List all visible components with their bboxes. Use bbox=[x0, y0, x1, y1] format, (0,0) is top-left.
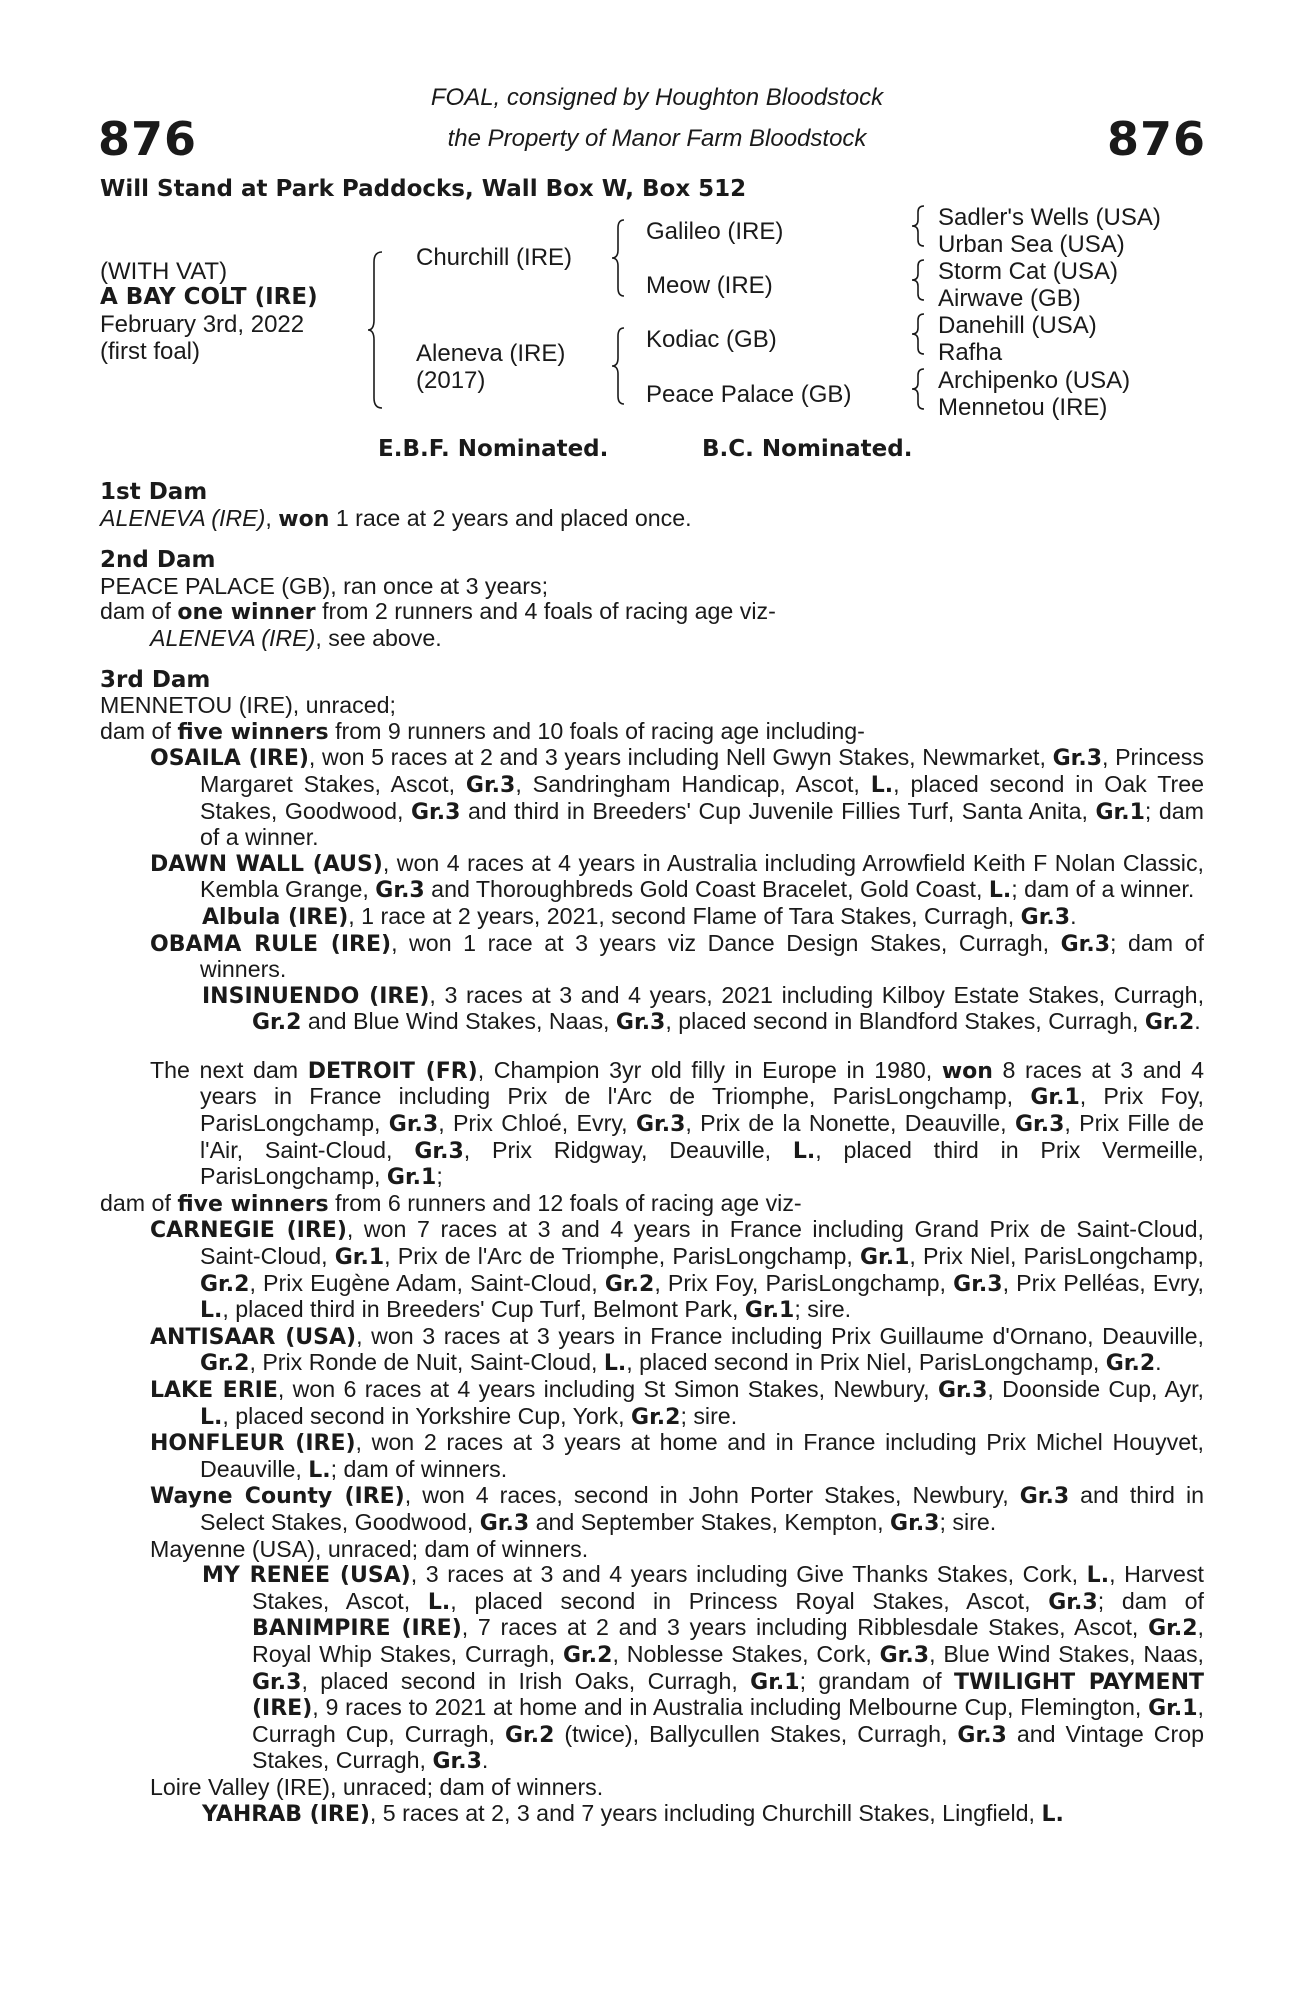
pedigree-bracket-g4 bbox=[912, 367, 930, 411]
bc-nomination: B.C. Nominated. bbox=[702, 436, 913, 462]
section-heading: 1st Dam bbox=[100, 479, 208, 505]
sire-dam: Meow (IRE) bbox=[646, 272, 773, 299]
pedigree-paragraph: dam of five winners from 6 runners and 12 foals of racing age viz- bbox=[100, 1189, 802, 1217]
section-heading: 2nd Dam bbox=[100, 547, 216, 574]
gg-3: Storm Cat (USA) bbox=[938, 258, 1119, 285]
pedigree-bracket-g3 bbox=[912, 312, 930, 356]
pedigree-bracket-sire bbox=[612, 218, 632, 298]
stand-location: Will Stand at Park Paddocks, Wall Box W, Box 512 bbox=[100, 176, 747, 202]
gg-5: Danehill (USA) bbox=[938, 312, 1097, 339]
pedigree-paragraph: ALENEVA (IRE), won 1 race at 2 years and placed once. bbox=[100, 504, 692, 532]
pedigree-paragraph: ALENEVA (IRE), see above. bbox=[150, 624, 442, 651]
pedigree-paragraph: PEACE PALACE (GB), ran once at 3 years; bbox=[100, 572, 549, 599]
foal-note: (first foal) bbox=[100, 338, 201, 365]
foaling-date: February 3rd, 2022 bbox=[100, 311, 305, 338]
pedigree-paragraph: Albula (IRE), 1 race at 2 years, 2021, second Flame of Tara Stakes, Curragh, Gr.3. bbox=[202, 902, 1077, 930]
pedigree-bracket-main bbox=[368, 250, 392, 410]
lot-number-right: 876 bbox=[1106, 112, 1206, 166]
pedigree-bracket-dam bbox=[612, 326, 632, 406]
lot-number-left: 876 bbox=[98, 112, 198, 166]
pedigree-paragraph: INSINUENDO (IRE), 3 races at 3 and 4 years, 2021 including Kilboy Estate Stakes, Curragh, Gr.2 and Blue Wind Stakes, Naas, Gr.3, placed second in Blandford Stakes, Curragh, Gr.2. bbox=[202, 981, 1205, 1036]
gg-4: Airwave (GB) bbox=[938, 285, 1081, 312]
pedigree-paragraph: YAHRAB (IRE), 5 races at 2, 3 and 7 years including Churchill Stakes, Lingfield, L. bbox=[202, 1799, 1064, 1827]
sire-sire: Galileo (IRE) bbox=[646, 218, 784, 245]
pedigree-paragraph: DAWN WALL (AUS), won 4 races at 4 years in Australia including Arrowfield Keith F Nolan Classic, Kembla Grange, Gr.3 and Thoroughbreds Gold Coast Bracelet, Gold Coast, L.; dam of a winner. bbox=[150, 849, 1204, 904]
pedigree-paragraph: OSAILA (IRE), won 5 races at 2 and 3 years including Nell Gwyn Stakes, Newmarket, Gr.3, Princess Margaret Stakes, Ascot, Gr.3, Sandringham Handicap, Ascot, L., placed second in Oak Tree Stakes, Goodwood, Gr.3 and third in Breeders' Cup Juvenile Fillies Turf, Santa Anita, Gr.1; dam of a winner. bbox=[150, 744, 1205, 851]
lot-horse-name: A BAY COLT (IRE) bbox=[100, 284, 318, 310]
ebf-nomination: E.B.F. Nominated. bbox=[378, 436, 609, 462]
pedigree-paragraph: Loire Valley (IRE), unraced; dam of winners. bbox=[150, 1773, 604, 1800]
gg-6: Rafha bbox=[938, 339, 1003, 366]
sire: Churchill (IRE) bbox=[416, 244, 573, 271]
dam-dam: Peace Palace (GB) bbox=[646, 381, 852, 408]
pedigree-paragraph: LAKE ERIE, won 6 races at 4 years including St Simon Stakes, Newbury, Gr.3, Doonside Cup, Ayr, L., placed second in Yorkshire Cup, York, Gr.2; sire. bbox=[150, 1376, 1204, 1430]
gg-2: Urban Sea (USA) bbox=[938, 231, 1125, 258]
pedigree-paragraph: dam of five winners from 9 runners and 10 foals of racing age including- bbox=[100, 717, 865, 745]
gg-1: Sadler's Wells (USA) bbox=[938, 204, 1161, 231]
catalogue-body bbox=[100, 480, 1204, 1827]
pedigree-paragraph: ANTISAAR (USA), won 3 races at 3 years in France including Prix Guillaume d'Ornano, Deauville, Gr.2, Prix Ronde de Nuit, Saint-Cloud, L., placed second in Prix Niel, ParisLongchamp, Gr.2. bbox=[150, 1322, 1204, 1377]
pedigree-paragraph: HONFLEUR (IRE), won 2 races at 3 years at home and in France including Prix Michel Houyvet, Deauville, L.; dam of winners. bbox=[150, 1429, 1204, 1483]
vat-note: (WITH VAT) bbox=[100, 258, 228, 285]
pedigree-bracket-g2 bbox=[912, 258, 930, 302]
property-line: the Property of Manor Farm Bloodstock bbox=[447, 125, 867, 152]
pedigree-paragraph: OBAMA RULE (IRE), won 1 race at 3 years viz Dance Design Stakes, Curragh, Gr.3; dam of winners. bbox=[150, 929, 1205, 983]
pedigree-paragraph: dam of one winner from 2 runners and 4 foals of racing age viz- bbox=[100, 598, 776, 626]
gg-7: Archipenko (USA) bbox=[938, 367, 1131, 394]
pedigree-bracket-g1 bbox=[912, 204, 930, 248]
pedigree-paragraph: Mayenne (USA), unraced; dam of winners. bbox=[150, 1535, 589, 1562]
pedigree-paragraph: MENNETOU (IRE), unraced; bbox=[100, 692, 396, 719]
dam-year: (2017) bbox=[416, 367, 486, 394]
pedigree-paragraph: CARNEGIE (IRE), won 7 races at 3 and 4 years in France including Grand Prix de Saint-Cloud, Saint-Cloud, Gr.1, Prix de l'Arc de Triomphe, ParisLongchamp, Gr.1, Prix Niel, ParisLongchamp, Gr.2, Prix Eugène Adam, Saint-Cloud, Gr.2, Prix Foy, ParisLongchamp, Gr.3, Prix Pelléas, Evry, L., placed third in Breeders' Cup Turf, Belmont Park, Gr.1; sire. bbox=[150, 1216, 1205, 1324]
pedigree-paragraph: Wayne County (IRE), won 4 races, second in John Porter Stakes, Newbury, Gr.3 and third in Select Stakes, Goodwood, Gr.3 and September Stakes, Kempton, Gr.3; sire. bbox=[150, 1482, 1205, 1536]
consignor-line: FOAL, consigned by Houghton Bloodstock bbox=[430, 84, 884, 111]
dam: Aleneva (IRE) bbox=[416, 340, 566, 367]
gg-8: Mennetou (IRE) bbox=[938, 394, 1108, 421]
pedigree-paragraph: MY RENEE (USA), 3 races at 3 and 4 years including Give Thanks Stakes, Cork, L., Harvest Stakes, Ascot, L., placed second in Princess Royal Stakes, Ascot, Gr.3; dam of BANIMPIRE (IRE), 7 races at 2 and 3 years including Ribblesdale Stakes, Ascot, Gr.2, Royal Whip Stakes, Curragh, Gr.2, Noblesse Stakes, Cork, Gr.3, Blue Wind Stakes, Naas, Gr.3, placed second in Irish Oaks, Curragh, Gr.1; grandam of TWILIGHT PAYMENT (IRE), 9 races to 2021 at home and in Australia including Melbourne Cup, Flemington, Gr.1, Curragh Cup, Curragh, Gr.2 (twice), Ballycullen Stakes, Curragh, Gr.3 and Vintage Crop Stakes, Curragh, Gr.3. bbox=[202, 1561, 1204, 1775]
spacer bbox=[100, 1036, 1204, 1058]
section-heading: 3rd Dam bbox=[100, 666, 211, 693]
dam-sire: Kodiac (GB) bbox=[646, 326, 777, 353]
pedigree-paragraph: The next dam DETROIT (FR), Champion 3yr old filly in Europe in 1980, won 8 races at 3 and 4 years in France including Prix de l'Arc de Triomphe, ParisLongchamp, Gr.1, Prix Foy, ParisLongchamp, Gr.3, Prix Chloé, Evry, Gr.3, Prix de la Nonette, Deauville, Gr.3, Prix Fille de l'Air, Saint-Cloud, Gr.3, Prix Ridgway, Deauville, L., placed third in Prix Vermeille, ParisLongchamp, Gr.1; bbox=[150, 1056, 1204, 1191]
